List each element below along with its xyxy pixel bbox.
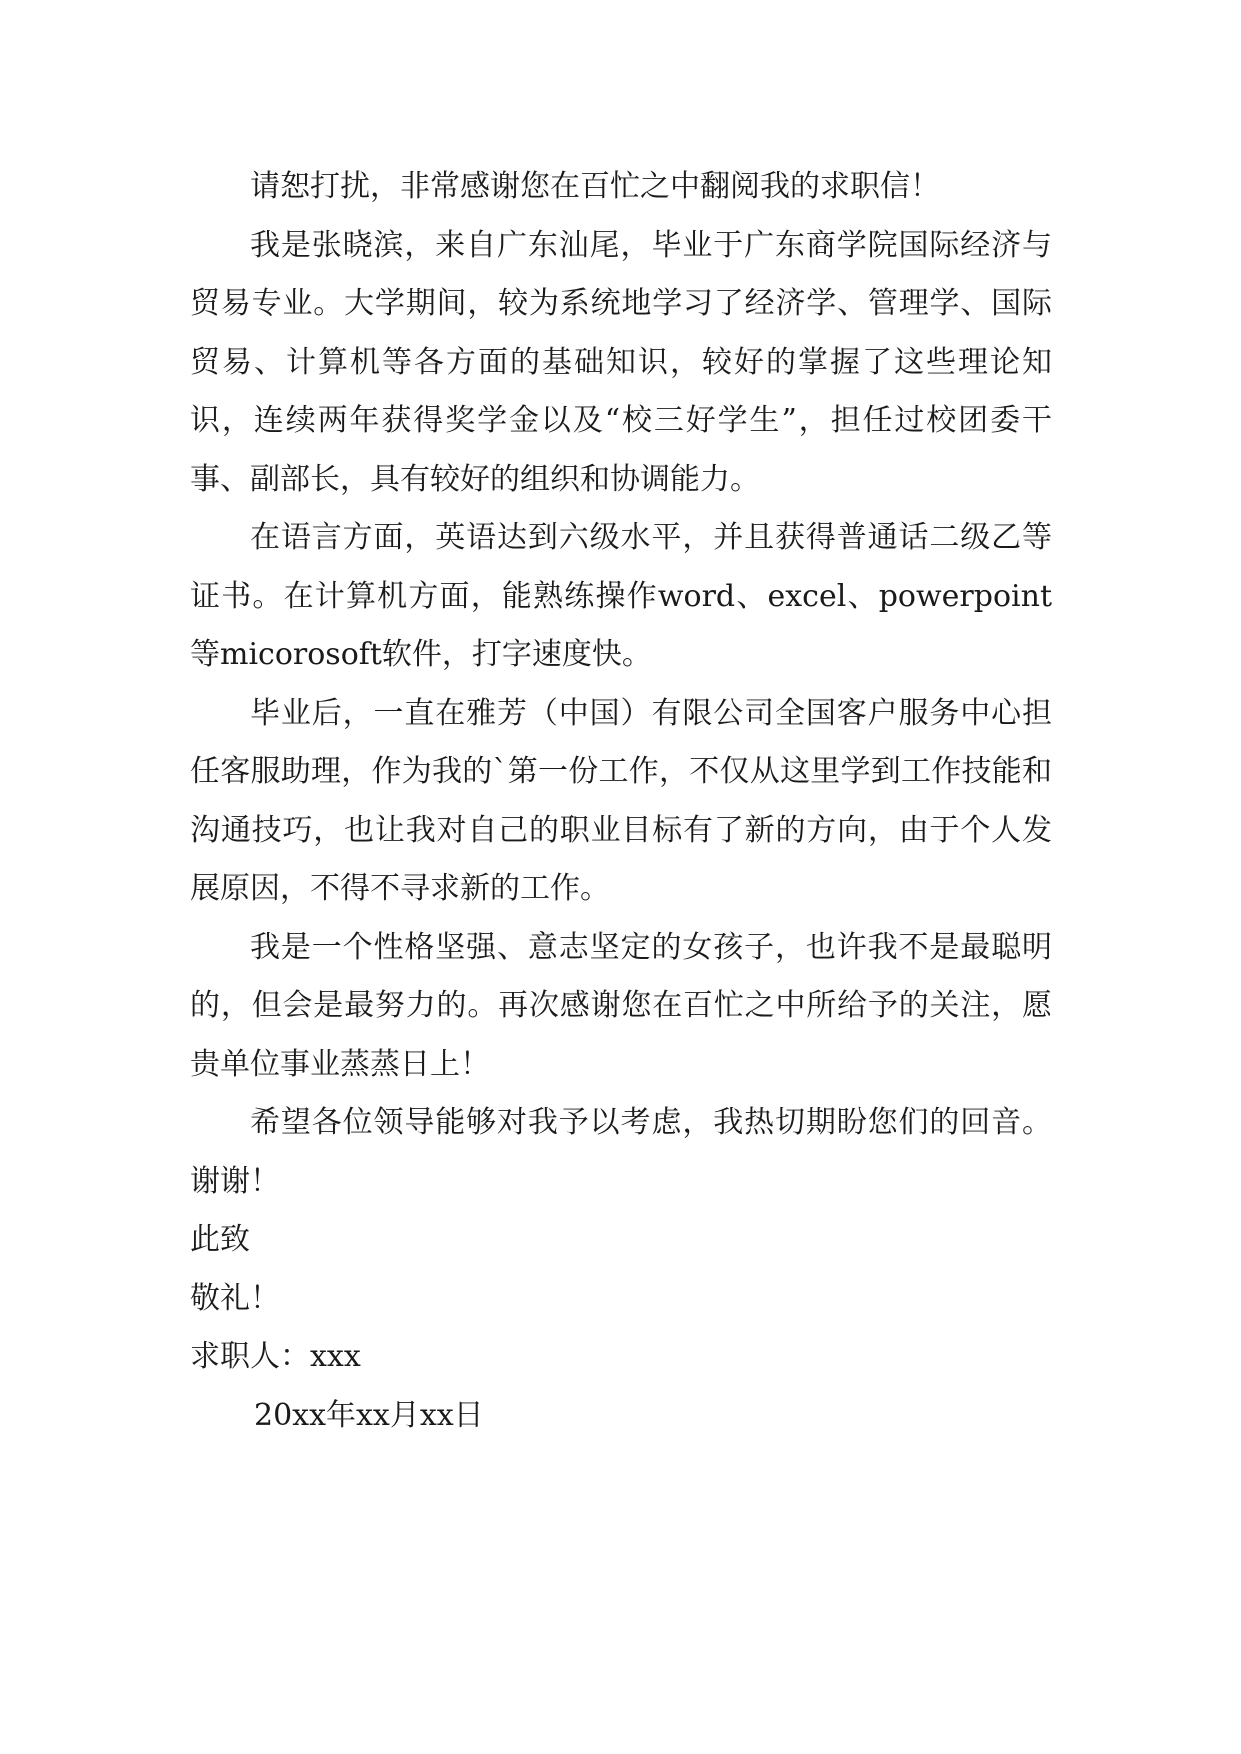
paragraph-skills: 在语言方面，英语达到六级水平，并且获得普通话二级乙等证书。在计算机方面，能熟练操作word、excel、powerpoint等micorosoft软件，打字速度快。 <box>190 520 1052 672</box>
cover-letter-body <box>190 158 1052 1445</box>
paragraph-experience: 毕业后，一直在雅芳（中国）有限公司全国客户服务中心担任客服助理，作为我的`第一份工作，不仅从这里学到工作技能和沟通技巧，也让我对自己的职业目标有了新的方向，由于个人发展原因，不得不寻求新的工作。 <box>190 695 1052 906</box>
closing-salutation: 此致 <box>190 1222 250 1257</box>
paragraph-greeting: 请恕打扰，非常感谢您在百忙之中翻阅我的求职信！ <box>250 169 940 204</box>
date-line: 20xx年xx月xx日 <box>254 1397 484 1433</box>
paragraph-personality: 我是一个性格坚强、意志坚定的女孩子，也许我不是最聪明的，但会是最努力的。再次感谢您在百忙之中所给予的关注，愿贵单位事业蒸蒸日上！ <box>190 929 1052 1082</box>
closing-regards: 敬礼！ <box>190 1280 280 1316</box>
paragraph-request: 希望各位领导能够对我予以考虑，我热切期盼您们的回音。谢谢！ <box>190 1105 1052 1199</box>
signature-line: 求职人：xxx <box>190 1339 361 1374</box>
paragraph-education: 我是张晓滨，来自广东汕尾，毕业于广东商学院国际经济与贸易专业。大学期间，较为系统地学习了经济学、管理学、国际贸易、计算机等各方面的基础知识，较好的掌握了这些理论知识，连续两年获得奖学金以及“校三好学生”，担任过校团委干事、副部长，具有较好的组织和协调能力。 <box>190 227 1052 497</box>
